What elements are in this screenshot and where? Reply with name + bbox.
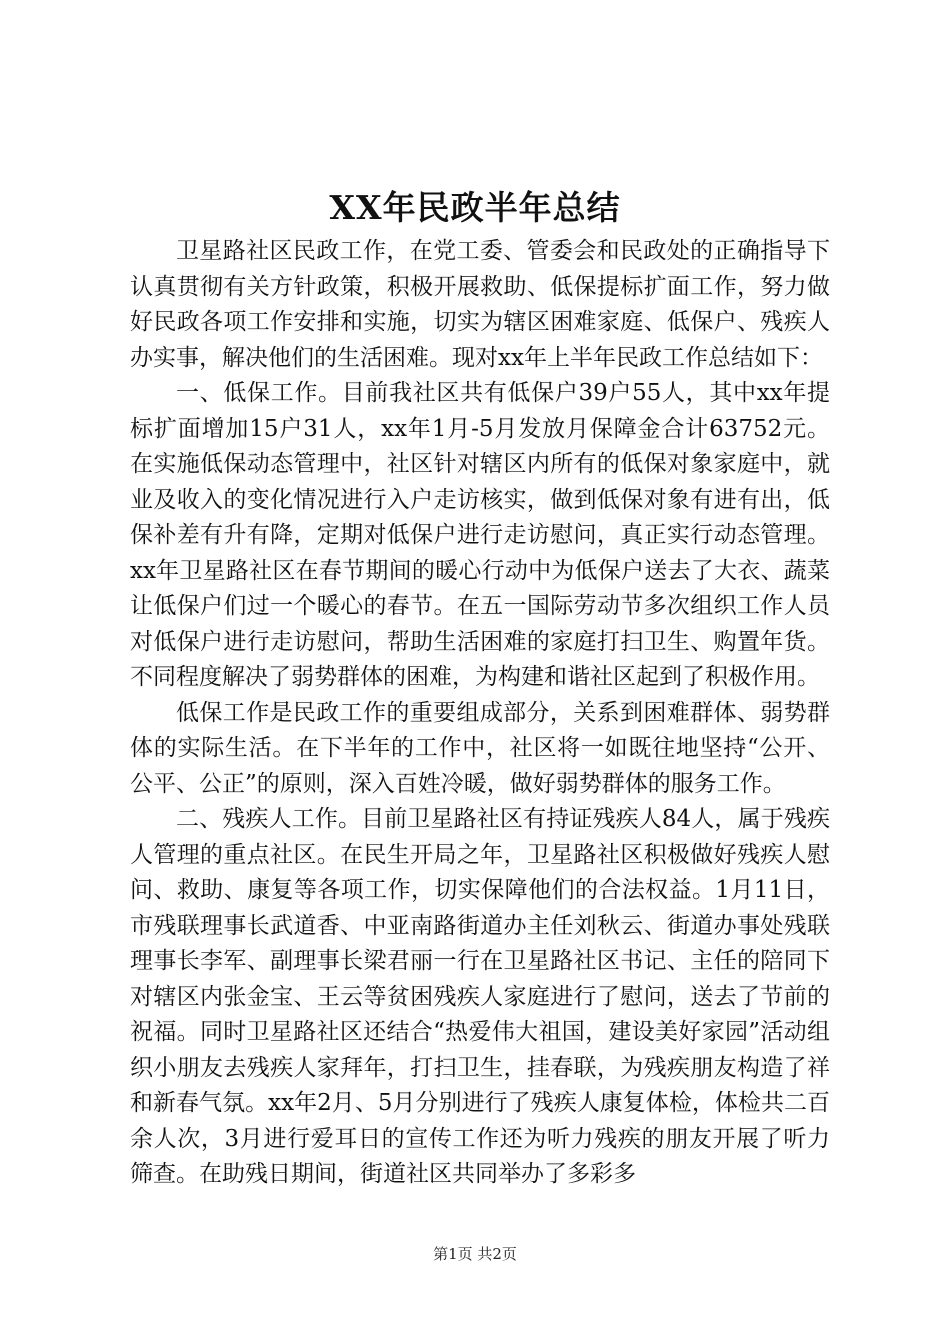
document-body xyxy=(130,234,830,1193)
page-number-footer: 第1页 共2页 xyxy=(433,1245,517,1263)
paragraph-subsistence-summary: 低保工作是民政工作的重要组成部分，关系到困难群体、弱势群体的实际生活。在下半年的工作中，社区将一如既往地坚持“公开、公平、公正”的原则，深入百姓冷暖，做好弱势群体的服务工作。 xyxy=(130,699,830,797)
paragraph-subsistence-allowance: 一、低保工作。目前我社区共有低保户39户55人，其中xx年提标扩面增加15户31人，xx年1月-5月发放月保障金合计63752元。在实施低保动态管理中，社区针对辖区内所有的低保对象家庭中，就业及收入的变化情况进行入户走访核实，做到低保对象有进有出，低保补差有升有降，定期对低保户进行走访慰问，真正实行动态管理。xx年卫星路社区在春节期间的暖心行动中为低保户送去了大衣、蔬菜让低保户们过一个暖心的春节。在五一国际劳动节多次组织工作人员对低保户进行走访慰问，帮助生活困难的家庭打扫卫生、购置年货。不同程度解决了弱势群体的困难，为构建和谐社区起到了积极作用。 xyxy=(130,380,830,690)
document-title: XX年民政半年总结 xyxy=(329,188,621,227)
paragraph-intro: 卫星路社区民政工作，在党工委、管委会和民政处的正确指导下认真贯彻有关方针政策，积极开展救助、低保提标扩面工作，努力做好民政各项工作安排和实施，切实为辖区困难家庭、低保户、残疾人办实事，解决他们的生活困难。现对xx年上半年民政工作总结如下： xyxy=(130,238,830,371)
paragraph-disabled-persons: 二、残疾人工作。目前卫星路社区有持证残疾人84人，属于残疾人管理的重点社区。在民生开局之年，卫星路社区积极做好残疾人慰问、救助、康复等各项工作，切实保障他们的合法权益。1月11日，市残联理事长武道香、中亚南路街道办主任刘秋云、街道办事处残联理事长李军、副理事长梁君丽一行在卫星路社区书记、主任的陪同下对辖区内张金宝、王云等贫困残疾人家庭进行了慰问，送去了节前的祝福。同时卫星路社区还结合“热爱伟大祖国，建设美好家园”活动组织小朋友去残疾人家拜年，打扫卫生，挂春联，为残疾朋友构造了祥和新春气氛。xx年2月、5月分别进行了残疾人康复体检，体检共二百余人次，3月进行爱耳日的宣传工作还为听力残疾的朋友开展了听力筛查。在助残日期间，街道社区共同举办了多彩多 xyxy=(130,806,830,1187)
